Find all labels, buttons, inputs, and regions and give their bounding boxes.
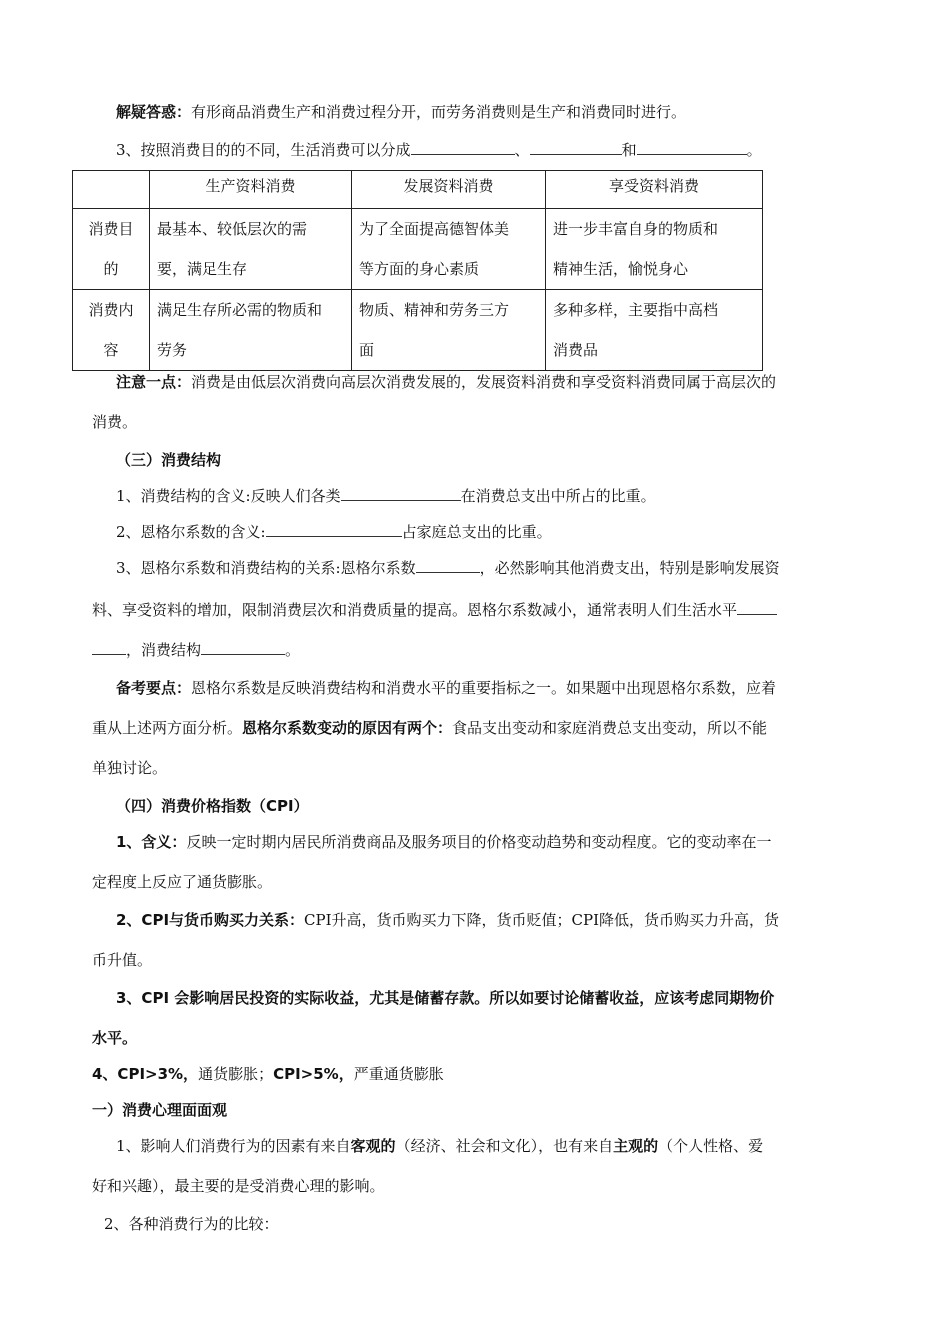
section4-p4 bbox=[92, 1064, 444, 1084]
exam-line3: 单独讨论。 bbox=[92, 759, 168, 777]
p2-text: 2、恩格尔系数的含义: bbox=[116, 523, 266, 541]
table-cell bbox=[150, 290, 352, 371]
cpi-relation-text: CPI升高，货币购买力下降，货币贬值；CPI降低，货币购买力升高，货 bbox=[304, 911, 780, 929]
exam-text-2a: 重从上述两方面分析。 bbox=[92, 719, 243, 737]
psych-text-a: 1、影响人们消费行为的因素有来自 bbox=[116, 1137, 351, 1155]
cpi-def-label: 1、含义： bbox=[116, 833, 187, 851]
cell-line: 满足生存所必需的物质和 bbox=[157, 301, 323, 319]
cell-line: 等方面的身心素质 bbox=[359, 260, 480, 278]
p3-text-cont: ，必然影响其他消费支出，特别是影响发展资 bbox=[479, 559, 780, 577]
cpi-def-text: 反映一定时期内居民所消费商品及服务项目的价格变动趋势和变动程度。它的变动率在一 bbox=[186, 833, 772, 851]
psych-p1-line2: 好和兴趣），最主要的是受消费心理的影响。 bbox=[92, 1177, 385, 1195]
p3-text-2: 料、享受资料的增加，限制消费层次和消费质量的提高。恩格尔系数减小，通常表明人们生活水平 bbox=[92, 601, 738, 619]
exam-text-2b: 恩格尔系数变动的原因有两个： bbox=[242, 719, 453, 737]
p1-text: 1、消费结构的含义:反映人们各类 bbox=[116, 487, 341, 505]
consumption-type-table bbox=[72, 170, 763, 371]
cell-line: 最基本、较低层次的需 bbox=[157, 220, 308, 238]
intro-text: 有形商品消费生产和消费过程分开，而劳务消费则是生产和消费同时进行。 bbox=[191, 103, 687, 121]
cell-line: 精神生活，愉悦身心 bbox=[553, 260, 689, 278]
psych-text-c: （经济、社会和文化），也有来自 bbox=[395, 1137, 614, 1155]
item3-sep2: 和 bbox=[621, 141, 637, 159]
table-cell bbox=[546, 209, 763, 290]
exam-text: 恩格尔系数是反映消费结构和消费水平的重要指标之一。如果题中出现恩格尔系数，应着 bbox=[191, 679, 777, 697]
intro-paragraph bbox=[116, 102, 686, 122]
table-cell bbox=[352, 209, 546, 290]
cell-line: 要，满足生存 bbox=[157, 260, 248, 278]
section4-p1-line1 bbox=[116, 832, 771, 852]
p2-text-end: 占家庭总支出的比重。 bbox=[401, 523, 552, 541]
section3-p3-line2 bbox=[92, 600, 777, 620]
fill-blank-5[interactable] bbox=[266, 522, 402, 537]
section3-p2 bbox=[116, 522, 552, 542]
psych-p2: 2、各种消费行为的比较： bbox=[104, 1215, 279, 1233]
p3-text-3: ，消费结构 bbox=[126, 641, 202, 659]
psych-p1-line1 bbox=[116, 1136, 763, 1156]
row-label-line: 消费目 bbox=[88, 220, 134, 238]
fill-blank-7b[interactable] bbox=[92, 640, 126, 655]
section3-title: （三）消费结构 bbox=[116, 451, 222, 469]
section4-p3-line2: 水平。 bbox=[92, 1029, 138, 1047]
table-row bbox=[73, 290, 763, 371]
cpi-5-label: CPI>5%， bbox=[273, 1065, 354, 1083]
psych-title: 一）消费心理面面观 bbox=[92, 1101, 228, 1119]
table-cell bbox=[150, 209, 352, 290]
fill-blank-2[interactable] bbox=[530, 140, 622, 155]
table-row-label bbox=[73, 209, 150, 290]
item3-paragraph bbox=[116, 140, 762, 160]
item3-text: 3、按照消费目的的不同，生活消费可以分成 bbox=[116, 141, 411, 159]
cpi-relation-label: 2、CPI与货币购买力关系： bbox=[116, 911, 305, 929]
section4-p2-line2: 币升值。 bbox=[92, 951, 153, 969]
fill-blank-7a[interactable] bbox=[737, 600, 777, 615]
cpi-3-text: 通货膨胀； bbox=[198, 1065, 274, 1083]
exam-text-2c: 食品支出变动和家庭消费总支出变动，所以不能 bbox=[452, 719, 768, 737]
cell-line: 劳务 bbox=[157, 341, 188, 359]
section4-p3-line1: 3、CPI 会影响居民投资的实际收益，尤其是储蓄存款。所以如要讨论储蓄收益，应该考虑同期物价 bbox=[116, 989, 775, 1007]
table-cell bbox=[352, 290, 546, 371]
section3-p1 bbox=[116, 486, 656, 506]
table-header-cell: 生产资料消费 bbox=[150, 171, 352, 209]
cpi-5-text: 严重通货膨胀 bbox=[353, 1065, 444, 1083]
note-line1 bbox=[116, 372, 776, 392]
table-row-label bbox=[73, 290, 150, 371]
cell-line: 消费品 bbox=[553, 341, 599, 359]
row-label-line: 的 bbox=[103, 260, 119, 278]
p3-text: 3、恩格尔系数和消费结构的关系:恩格尔系数 bbox=[116, 559, 416, 577]
psych-objective: 客观的 bbox=[350, 1137, 396, 1155]
exam-line1 bbox=[116, 678, 776, 698]
item3-sep1: 、 bbox=[514, 141, 530, 159]
p3-text-end: 。 bbox=[285, 641, 301, 659]
note-label: 注意一点： bbox=[116, 373, 192, 391]
row-label-line: 消费内 bbox=[88, 301, 134, 319]
cell-line: 多种多样，主要指中高档 bbox=[553, 301, 719, 319]
fill-blank-6[interactable] bbox=[416, 558, 480, 573]
note-text: 消费是由低层次消费向高层次消费发展的，发展资料消费和享受资料消费同属于高层次的 bbox=[191, 373, 777, 391]
section4-p1-line2: 定程度上反应了通货膨胀。 bbox=[92, 873, 273, 891]
note-line2: 消费。 bbox=[92, 413, 138, 431]
psych-subjective: 主观的 bbox=[613, 1137, 659, 1155]
table-header-cell: 享受资料消费 bbox=[546, 171, 763, 209]
section4-p2-line1 bbox=[116, 910, 779, 930]
cell-line: 为了全面提高德智体美 bbox=[359, 220, 510, 238]
p1-text-end: 在消费总支出中所占的比重。 bbox=[460, 487, 656, 505]
section3-p3-line1 bbox=[116, 558, 780, 578]
fill-blank-8[interactable] bbox=[201, 640, 285, 655]
table-row bbox=[73, 209, 763, 290]
section4-title: （四）消费价格指数（CPI） bbox=[116, 797, 309, 815]
cell-line: 面 bbox=[359, 341, 375, 359]
section3-p3-line3 bbox=[92, 640, 300, 660]
exam-line2 bbox=[92, 718, 767, 738]
cell-line: 进一步丰富自身的物质和 bbox=[553, 220, 719, 238]
fill-blank-3[interactable] bbox=[637, 140, 747, 155]
intro-label: 解疑答惑： bbox=[116, 103, 192, 121]
table-cell bbox=[546, 290, 763, 371]
row-label-line: 容 bbox=[103, 341, 119, 359]
table-header-row bbox=[73, 171, 763, 209]
cpi-3-label: 4、CPI>3%， bbox=[92, 1065, 199, 1083]
item3-end: 。 bbox=[746, 141, 762, 159]
table-header-cell bbox=[73, 171, 150, 209]
cell-line: 物质、精神和劳务三方 bbox=[359, 301, 510, 319]
fill-blank-1[interactable] bbox=[411, 140, 515, 155]
fill-blank-4[interactable] bbox=[341, 486, 461, 501]
exam-label: 备考要点： bbox=[116, 679, 192, 697]
table-header-cell: 发展资料消费 bbox=[352, 171, 546, 209]
psych-text-e: （个人性格、爱 bbox=[658, 1137, 764, 1155]
